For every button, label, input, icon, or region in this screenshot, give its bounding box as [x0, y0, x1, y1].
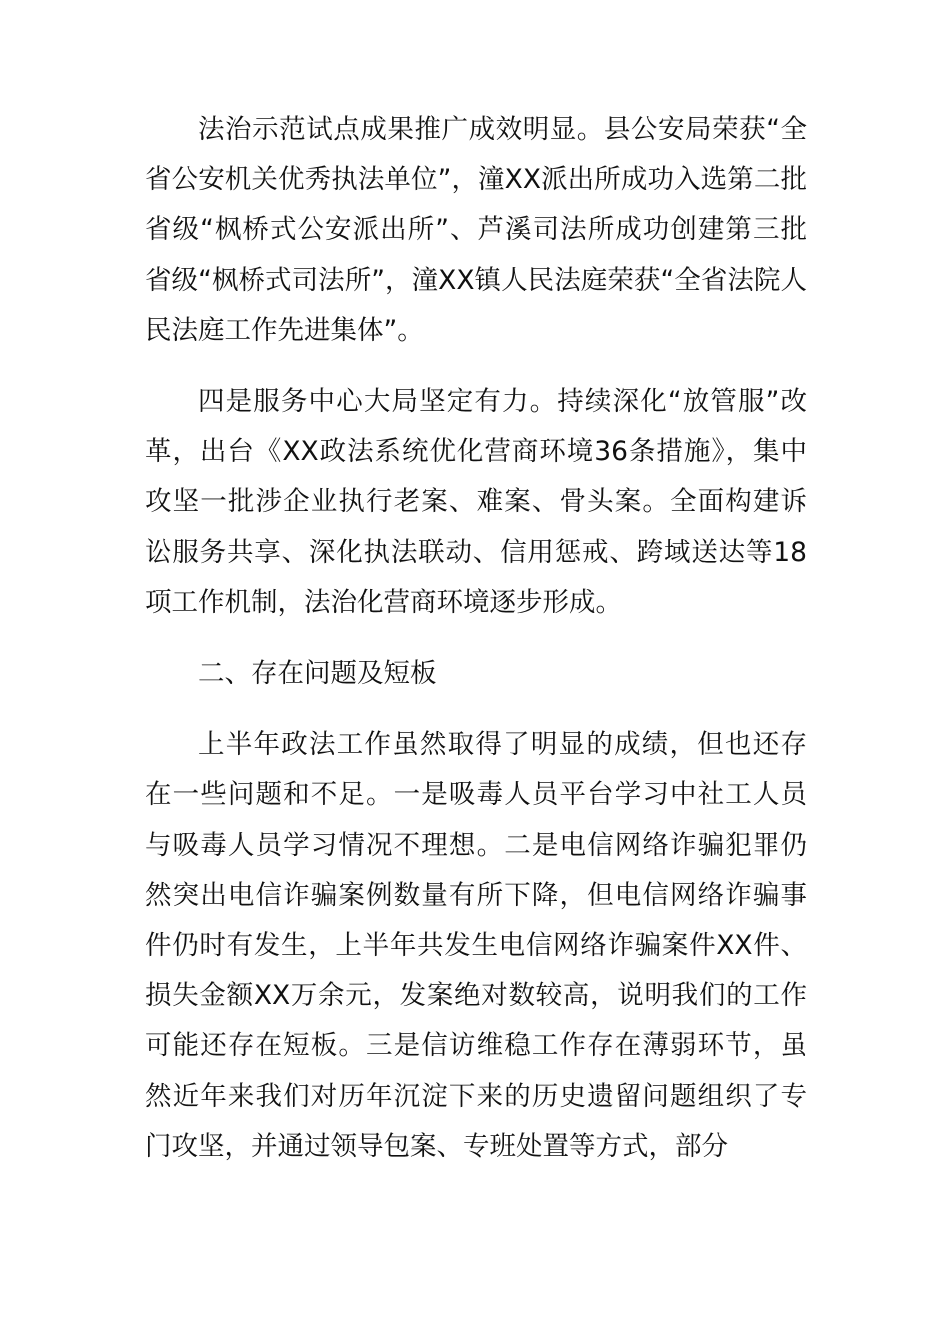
paragraph-spacing	[145, 356, 807, 377]
paragraph-serving-overall-situation: 四是服务中心大局坚定有力。持续深化“放管服”改革，出台《XX政法系统优化营商环境36条措施》，集中攻坚一批涉企业执行老案、难案、骨头案。全面构建诉讼服务共享、深化执法联动、信用惩戒、跨域送达等18项工作机制，法治化营商环境逐步形成。	[145, 386, 807, 618]
section-heading-problems: 二、存在问题及短板	[198, 658, 437, 690]
paragraph-problems-and-shortcomings: 上半年政法工作虽然取得了明显的成绩，但也还存在一些问题和不足。一是吸毒人员平台学习中社工人员与吸毒人员学习情况不理想。二是电信网络诈骗犯罪仍然突出电信诈骗案例数量有所下降，但电信网络诈骗事件仍时有发生，上半年共发生电信网络诈骗案件XX件、损失金额XX万余元，发案绝对数较高，说明我们的工作可能还存在短板。三是信访维稳工作存在薄弱环节，虽然近年来我们对历年沉淀下来的历史遗留问题组织了专门攻坚，并通过领导包案、专班处置等方式，部分	[145, 729, 807, 1162]
paragraph-spacing	[145, 699, 807, 720]
paragraph-rule-of-law-pilot: 法治示范试点成果推广成效明显。县公安局荣获“全省公安机关优秀执法单位”，潼XX派出所成功入选第二批省级“枫桥式公安派出所”、芦溪司法所成功创建第三批省级“枫桥式司法所”，潼XX镇人民法庭荣获“全省法院人民法庭工作先进集体”。	[145, 114, 807, 346]
paragraph-spacing	[145, 628, 807, 649]
document-body	[145, 105, 807, 1172]
